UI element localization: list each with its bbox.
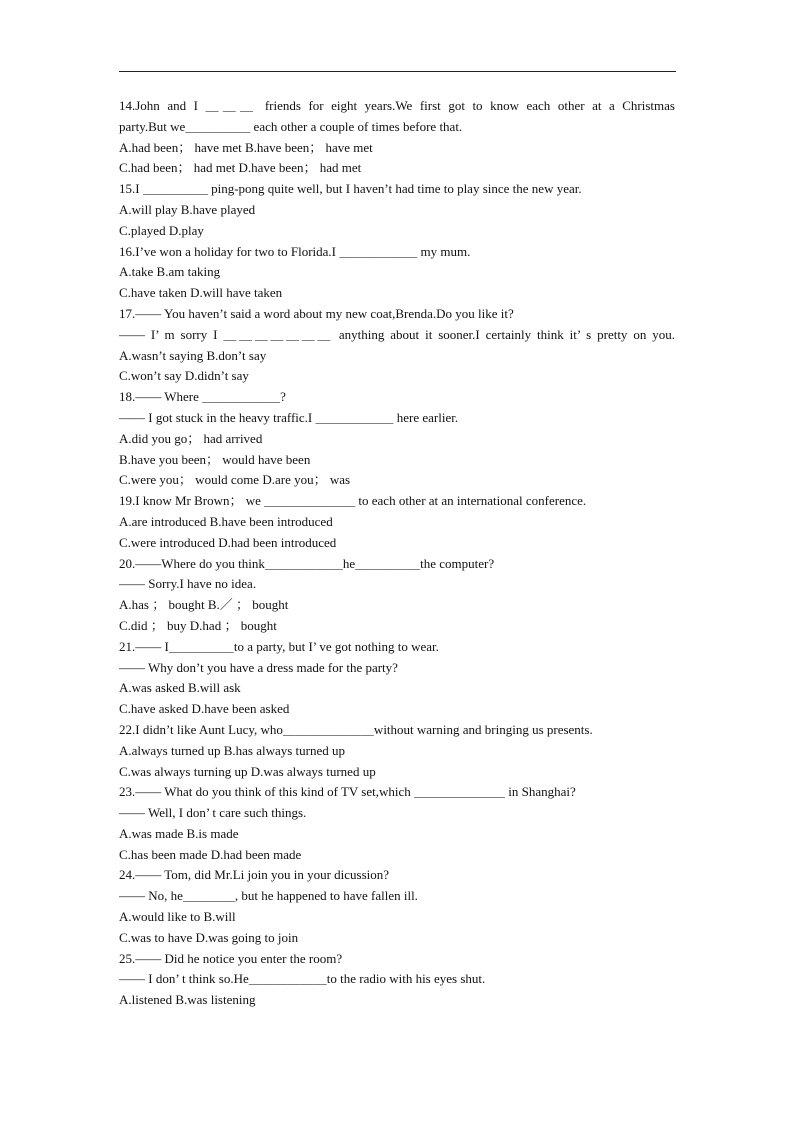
question-20-options-ab: A.has ； bought B.／ ； bought xyxy=(119,597,289,613)
question-18-options-cd: C.were you； would come D.are you； was xyxy=(119,472,351,488)
question-18-option-a: A.did you go； had arrived xyxy=(119,430,263,446)
question-16-stem: 16.I’ve won a holiday for two to Florida.I ＿＿＿＿＿＿ my mum. xyxy=(119,243,471,259)
question-18-reply: —— I got stuck in the heavy traffic.I ＿＿＿＿＿＿ here earlier. xyxy=(119,409,459,425)
question-23-options-ab: A.was made B.is made xyxy=(119,825,239,841)
question-17-options-cd: C.won’t say D.didn’t say xyxy=(119,368,249,384)
question-21-reply: —— Why don’t you have a dress made for the party? xyxy=(119,659,398,675)
question-22-options-cd: C.was always turning up D.was always turned up xyxy=(119,763,376,779)
question-23-reply: —— Well, I don’ t care such things. xyxy=(119,805,307,821)
question-17-stem: 17.—— You haven’t said a word about my new coat,Brenda.Do you like it? xyxy=(119,305,514,321)
header-rule xyxy=(119,71,676,72)
question-15-options-cd: C.played D.play xyxy=(119,222,204,238)
question-14-line-1: 14.John and I ＿＿＿ friends for eight years.We first got to know each other at a Christmas xyxy=(119,98,675,113)
question-17-options-ab: A.wasn’t saying B.don’t say xyxy=(119,347,267,363)
question-24-options-cd: C.was to have D.was going to join xyxy=(119,929,299,945)
question-22-stem: 22.I didn’t like Aunt Lucy, who＿＿＿＿＿＿＿without warning and bringing us presents. xyxy=(119,721,593,737)
question-15-options-ab: A.will play B.have played xyxy=(119,201,256,217)
question-20-options-cd: C.did ； buy D.had ； bought xyxy=(119,617,277,633)
question-23-stem: 23.—— What do you think of this kind of TV set,which ＿＿＿＿＿＿＿ in Shanghai? xyxy=(119,784,576,800)
question-16-options-cd: C.have taken D.will have taken xyxy=(119,285,283,301)
question-16-options-ab: A.take B.am taking xyxy=(119,264,221,280)
question-24-options-ab: A.would like to B.will xyxy=(119,909,236,925)
question-14-line-2: party.But we＿＿＿＿＿ each other a couple of times before that. xyxy=(119,118,463,134)
question-20-stem: 20.——Where do you think＿＿＿＿＿＿he＿＿＿＿＿the computer? xyxy=(119,555,495,571)
question-19-options-ab: A.are introduced B.have been introduced xyxy=(119,513,333,529)
question-20-reply: —— Sorry.I have no idea. xyxy=(119,576,257,592)
question-18-option-b: B.have you been； would have been xyxy=(119,451,311,467)
question-15-stem: 15.I ＿＿＿＿＿ ping-pong quite well, but I haven’t had time to play since the new year. xyxy=(119,181,582,197)
question-21-options-ab: A.was asked B.will ask xyxy=(119,680,241,696)
question-25-reply: —— I don’ t think so.He＿＿＿＿＿＿to the radio with his eyes shut. xyxy=(119,971,486,987)
question-24-reply: —— No, he＿＿＿＿, but he happened to have fallen ill. xyxy=(119,888,418,904)
question-21-options-cd: C.have asked D.have been asked xyxy=(119,701,290,717)
question-25-options-ab: A.listened B.was listening xyxy=(119,992,256,1008)
question-14-options-cd: C.had been； had met D.have been； had met xyxy=(119,160,362,176)
question-21-stem: 21.—— I＿＿＿＿＿to a party, but I’ ve got nothing to wear. xyxy=(119,638,439,654)
question-23-options-cd: C.has been made D.had been made xyxy=(119,846,302,862)
question-25-stem: 25.—— Did he notice you enter the room? xyxy=(119,950,343,966)
question-18-stem: 18.—— Where ＿＿＿＿＿＿? xyxy=(119,389,286,405)
question-19-options-cd: C.were introduced D.had been introduced xyxy=(119,534,337,550)
exercise-text xyxy=(119,96,675,1011)
question-17-reply: —— I’ m sorry I ＿＿＿＿＿＿＿ anything about it sooner.I certainly think it’ s pretty on you. xyxy=(119,326,675,342)
question-22-options-ab: A.always turned up B.has always turned up xyxy=(119,742,346,758)
question-24-stem: 24.—— Tom, did Mr.Li join you in your dicussion? xyxy=(119,867,390,883)
question-14-options-ab: A.had been； have met B.have been； have met xyxy=(119,139,373,155)
question-19-stem: 19.I know Mr Brown； we ＿＿＿＿＿＿＿ to each other at an international conference. xyxy=(119,493,587,509)
